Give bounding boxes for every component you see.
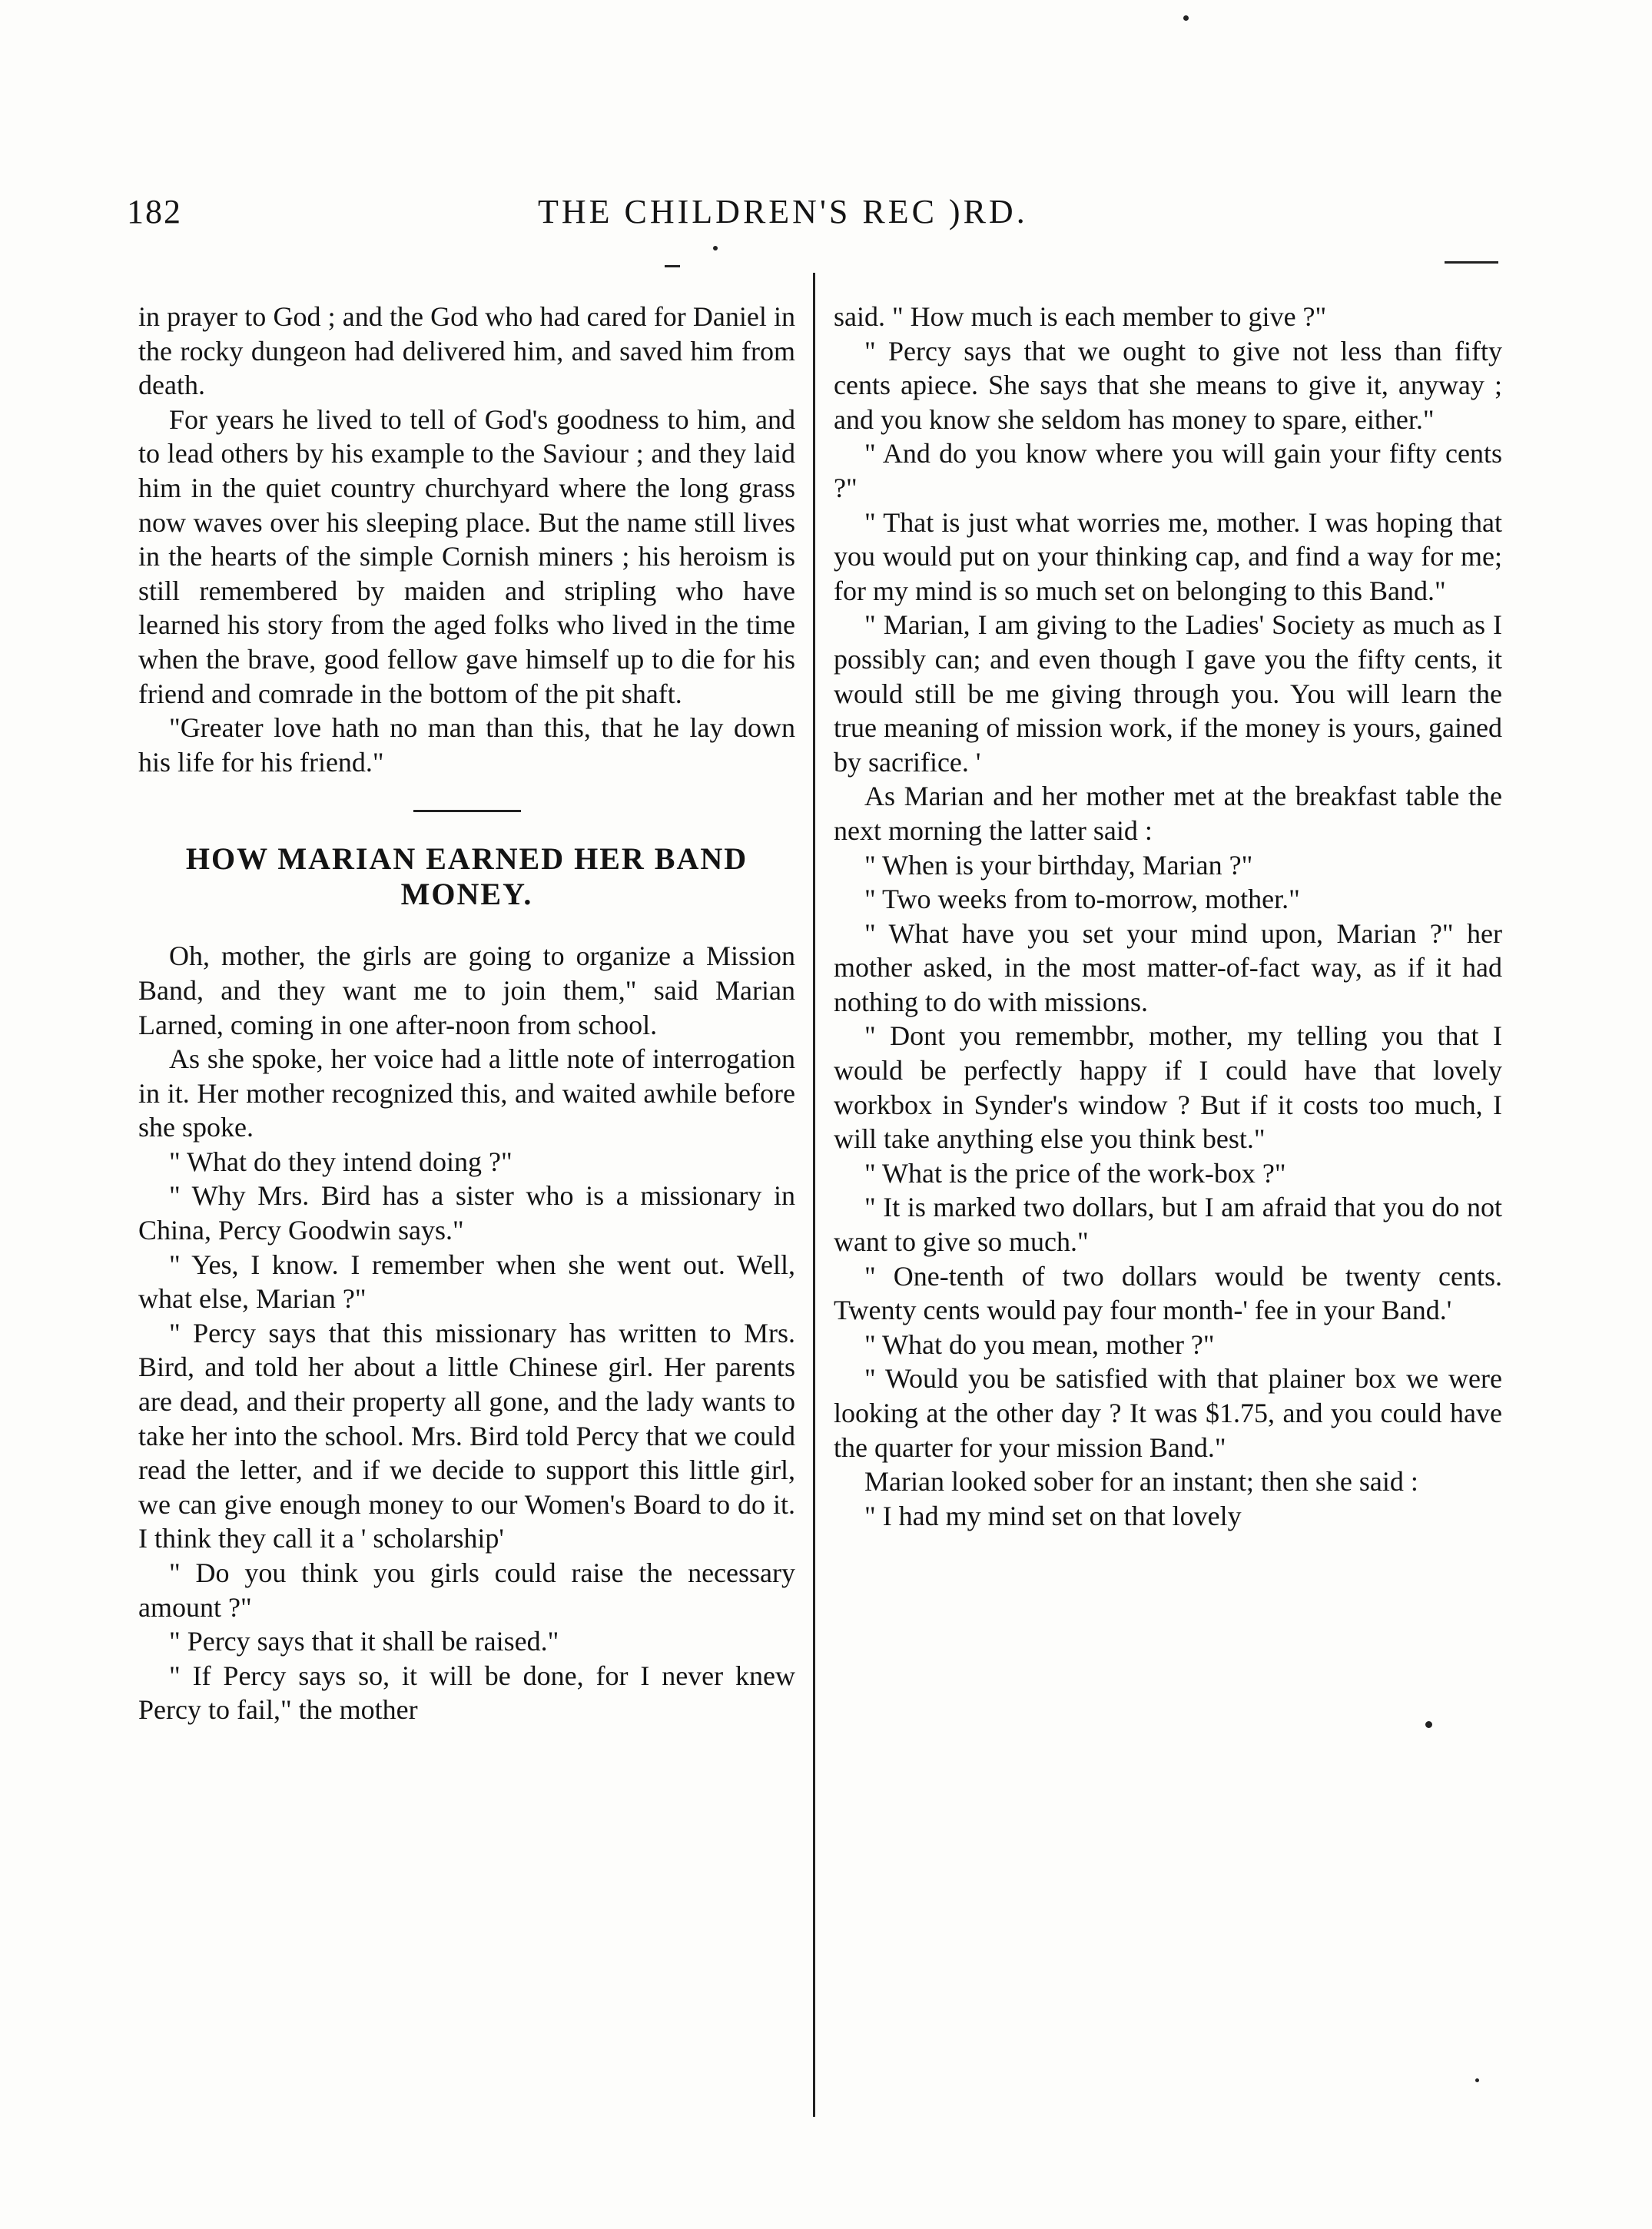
- right-paragraph: As Marian and her mother met at the breakfast table the next morning the latter said :: [834, 781, 1502, 846]
- header-rule-right: [1445, 261, 1498, 264]
- left-column: [138, 300, 795, 1727]
- left-paragraph: " Why Mrs. Bird has a sister who is a missionary in China, Percy Goodwin says.": [138, 1180, 795, 1246]
- header-rule-short: [665, 265, 680, 267]
- right-paragraph: " Two weeks from to-morrow, mother.": [864, 884, 1300, 915]
- right-paragraph: said. " How much is each member to give ?": [834, 301, 1327, 332]
- article-heading: HOW MARIAN EARNED HER BAND MONEY.: [185, 841, 748, 912]
- right-last-line: " I had my mind set on that lovely: [864, 1500, 1242, 1531]
- right-paragraph: " And do you know where you will gain your fifty cents ?": [834, 438, 1502, 503]
- left-paragraph: For years he lived to tell of God's goodness to him, and to lead others by his example to the Saviour ; and they laid him in the quiet country churchyard where the long grass now waves over his sleeping place. But the name still lives in the hearts of the simple Cornish miners ; his heroism is still remembered by maiden and stripling who have learned his story from the aged folks who lived in the time when the brave, good fellow gave himself up to die for his friend and comrade in the bottom of the pit shaft.: [138, 403, 795, 709]
- left-paragraph: " Do you think you girls could raise the necessary amount ?": [138, 1557, 795, 1623]
- left-paragraph: " If Percy says so, it will be done, for I never knew Percy to fail," the mother: [138, 1660, 795, 1726]
- left-paragraph: As she spoke, her voice had a little note of interrogation in it. Her mother recognized this, and waited awhile before she spoke.: [138, 1043, 795, 1143]
- right-paragraph: " One-tenth of two dollars would be twenty cents. Twenty cents would pay four month-' fee in your Band.': [834, 1260, 1502, 1326]
- page-number: 182: [127, 193, 182, 231]
- right-paragraph: " What is the price of the work-box ?": [864, 1157, 1286, 1189]
- right-paragraph: " Would you be satisfied with that plainer box we were looking at the other day ? It was $1.75, and you could have the quarter for your mission Band.": [834, 1363, 1502, 1463]
- ink-speck: [713, 246, 718, 250]
- left-paragraph: " Percy says that this missionary has written to Mrs. Bird, and told her about a little Chinese girl. Her parents are dead, and their property all gone, and the lady wants to take her into the school. Mrs. Bird told Percy that we could read the letter, and if we decide to support this little girl, we can give enough money to our Women's Board to do it. I think they call it a ' scholarship': [138, 1317, 795, 1554]
- left-paragraph: in prayer to God ; and the God who had cared for Daniel in the rocky dungeon had delivered him, and saved him from death.: [138, 301, 795, 401]
- left-paragraph: " Yes, I know. I remember when she went out. Well, what else, Marian ?": [138, 1249, 795, 1315]
- left-paragraph: " What do they intend doing ?": [169, 1146, 513, 1177]
- right-paragraph: " What do you mean, mother ?": [864, 1328, 1215, 1360]
- right-paragraph: Marian looked sober for an instant; then she said :: [864, 1466, 1418, 1498]
- column-divider: [813, 273, 815, 2117]
- right-paragraph: " Dont you remembbr, mother, my telling you that I would be perfectly happy if I could have that lovely workbox in Synder's window ? But if it costs too much, I will take anything else you think best.": [834, 1020, 1502, 1155]
- ink-speck: [1475, 2078, 1479, 2082]
- right-paragraph: " That is just what worries me, mother. I was hoping that you would put on your thinking cap, and find a way for me; for my mind is so much set on belonging to this Band.": [834, 506, 1502, 606]
- right-paragraph: " It is marked two dollars, but I am afraid that you do not want to give so much.": [834, 1192, 1502, 1258]
- running-title: THE CHILDREN'S REC )RD.: [538, 193, 1028, 231]
- right-paragraph: " What have you set your mind upon, Marian ?" her mother asked, in the most matter-of-fact way, as if it had nothing to do with missions.: [834, 917, 1502, 1017]
- ink-speck: [1425, 1721, 1432, 1728]
- right-column: [834, 300, 1502, 1533]
- right-paragraph: " When is your birthday, Marian ?": [864, 849, 1253, 881]
- left-paragraph: Oh, mother, the girls are going to organize a Mission Band, and they want me to join them," said Marian Larned, coming in one after-noon from school.: [138, 940, 795, 1040]
- article-divider: [413, 810, 521, 812]
- right-paragraph: " Percy says that we ought to give not less than fifty cents apiece. She says that she means to give it, anyway ; and you know she seldom has money to spare, either.": [834, 335, 1502, 435]
- right-paragraph: " Marian, I am giving to the Ladies' Society as much as I possibly can; and even though I gave you the fifty cents, it would still be me giving through you. You will learn the true meaning of mission work, if the money is yours, gained by sacrifice. ': [834, 609, 1502, 778]
- left-paragraph: "Greater love hath no man than this, that he lay down his life for his friend.": [138, 712, 795, 778]
- left-paragraph: " Percy says that it shall be raised.": [169, 1626, 559, 1657]
- ink-speck: [1183, 15, 1189, 21]
